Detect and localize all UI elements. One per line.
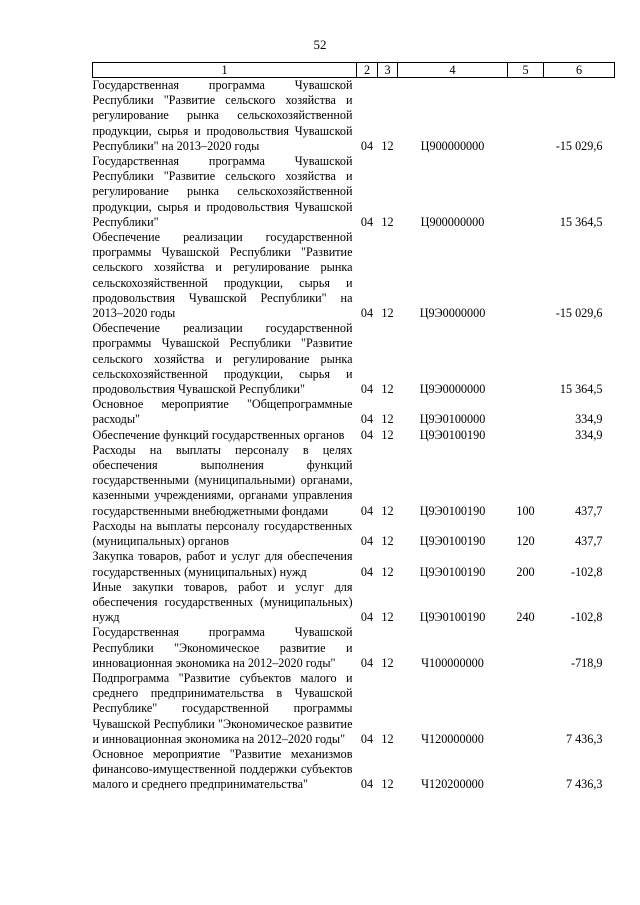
row-cell-c5: [508, 428, 544, 443]
row-cell-c4: Ц900000000: [420, 138, 485, 153]
row-cell-c4: Ц9Э0100190: [419, 427, 486, 442]
row-cell-c3: 12: [381, 427, 394, 442]
row-cell-c6: -15 029,6: [555, 138, 603, 153]
row-cell-c6: 437,7: [575, 534, 603, 549]
row-name-cell: Государственная программа Чувашской Республики "Экономическое развитие и инновационная экономика на 2012–2020 годы": [92, 625, 353, 670]
row-cell-c2: 04: [360, 564, 374, 579]
row-cell-c4: Ц9Э0100190: [419, 564, 486, 579]
table-row: [93, 549, 615, 579]
row-cell-c6: -15 029,6: [555, 306, 603, 321]
table-row: [93, 78, 615, 155]
table-row: [93, 154, 615, 230]
row-cell-c6: 334,9: [575, 412, 603, 427]
column-header: 6: [544, 63, 615, 78]
row-cell-c2: 04: [360, 655, 374, 670]
row-cell-c4: Ч120000000: [421, 731, 484, 746]
row-cell-c2: 04: [360, 610, 374, 625]
row-cell-c2: 04: [360, 306, 374, 321]
row-cell-c5: [508, 230, 544, 321]
row-cell-c2: 04: [360, 534, 374, 549]
row-cell-c2: 04: [360, 214, 374, 229]
row-cell-c6: -102,8: [571, 610, 603, 625]
row-cell-c5: [508, 78, 544, 155]
table-row: [93, 443, 615, 519]
row-cell-c4: Ц9Э0100190: [419, 534, 486, 549]
row-name-cell: Основное мероприятие "Развитие механизмов финансово-имущественной поддержки субъектов малого и среднего предпринимательства": [92, 746, 353, 792]
row-cell-c4: Ч100000000: [421, 655, 484, 670]
row-cell-c6: 7 436,3: [565, 731, 603, 746]
table-row: [93, 230, 615, 321]
row-cell-c6: -718,9: [571, 655, 603, 670]
row-cell-c6: -102,8: [571, 564, 603, 579]
row-cell-c3: 12: [381, 306, 394, 321]
row-cell-c4: Ц9Э0000000: [419, 382, 486, 397]
row-cell-c5: 200: [516, 564, 535, 579]
row-cell-c5: [508, 625, 544, 671]
row-cell-c2: 04: [360, 427, 374, 442]
row-cell-c4: Ц9Э0100000: [419, 412, 486, 427]
column-header: 2: [357, 63, 378, 78]
row-name-cell: Государственная программа Чувашской Республики "Развитие сельского хозяйства и регулирование рынка сельскохозяйственной продукции, сырья и продовольствия Чувашской Республики": [92, 154, 353, 229]
row-name-cell: Обеспечение реализации государственной программы Чувашской Республики "Развитие сельского хозяйства и регулирование рынка сельскохозяйственной продукции, сырья и продовольствия Чувашской Республики": [92, 321, 353, 397]
row-cell-c5: [508, 747, 544, 793]
row-cell-c3: 12: [381, 777, 394, 792]
row-name-cell: Иные закупки товаров, работ и услуг для обеспечения государственных (муниципальных) нужд: [92, 579, 353, 625]
row-cell-c3: 12: [381, 534, 394, 549]
row-name-cell: Расходы на выплаты персоналу государственных (муниципальных) органов: [92, 518, 353, 549]
row-cell-c5: 240: [516, 610, 535, 625]
page-number: 52: [313, 37, 327, 52]
row-cell-c3: 12: [381, 731, 394, 746]
row-cell-c3: 12: [381, 655, 394, 670]
table-row: [93, 321, 615, 397]
row-cell-c5: [508, 671, 544, 747]
row-cell-c6: 7 436,3: [565, 777, 603, 792]
row-cell-c2: 04: [360, 503, 374, 518]
row-cell-c3: 12: [381, 382, 394, 397]
row-cell-c3: 12: [381, 412, 394, 427]
row-cell-c2: 04: [360, 731, 374, 746]
row-cell-c6: 15 364,5: [559, 382, 603, 397]
column-header-row: [93, 63, 615, 78]
row-cell-c3: 12: [381, 564, 394, 579]
row-name-cell: Закупка товаров, работ и услуг для обеспечения государственных (муниципальных) нужд: [92, 549, 353, 579]
table-row: [93, 397, 615, 427]
row-cell-c5: [508, 397, 544, 427]
table-row: [93, 580, 615, 626]
table-row: [93, 519, 615, 549]
row-cell-c4: Ц9Э0000000: [419, 306, 486, 321]
column-header: 4: [398, 63, 508, 78]
row-cell-c3: 12: [381, 138, 394, 153]
row-cell-c4: Ц9Э0100190: [419, 503, 486, 518]
row-cell-c3: 12: [381, 503, 394, 518]
row-cell-c2: 04: [360, 777, 374, 792]
row-name-cell: Основное мероприятие "Общепрограммные расходы": [92, 397, 353, 427]
row-cell-c5: [508, 154, 544, 230]
row-name-cell: Обеспечение функций государственных органов: [92, 427, 345, 442]
row-cell-c5: 100: [516, 503, 535, 518]
row-cell-c6: 15 364,5: [559, 214, 603, 229]
row-cell-c2: 04: [360, 382, 374, 397]
table-row: [93, 625, 615, 671]
budget-table: [92, 62, 615, 793]
table-row: [93, 428, 615, 443]
row-cell-c2: 04: [360, 412, 374, 427]
row-cell-c5: [508, 321, 544, 397]
row-cell-c6: 437,7: [575, 503, 603, 518]
row-cell-c5: 120: [516, 534, 535, 549]
row-cell-c3: 12: [381, 214, 394, 229]
row-cell-c4: Ц9Э0100190: [419, 610, 486, 625]
row-name-cell: Расходы на выплаты персоналу в целях обеспечения выполнения функций государственными (муниципальными) органами, казенными учреждениями, органами управления государственными внебюджетными фондами: [92, 442, 353, 518]
row-cell-c4: Ч120200000: [421, 777, 484, 792]
row-name-cell: Обеспечение реализации государственной программы Чувашской Республики "Развитие сельского хозяйства и регулирование рынка сельскохозяйственной продукции, сырья и продовольствия Чувашской Республики" на 2013–2020 годы: [92, 230, 353, 321]
table-row: [93, 671, 615, 747]
row-name-cell: Государственная программа Чувашской Республики "Развитие сельского хозяйства и регулирование рынка сельскохозяйственной продукции, сырья и продовольствия Чувашской Республики" на 2013–2020 годы: [92, 78, 353, 153]
row-cell-c2: 04: [360, 138, 374, 153]
row-name-cell: Подпрограмма "Развитие субъектов малого и среднего предпринимательства в Чувашской Республике" государственной программы Чувашской Республики "Экономическое развитие и инновационная экономика на 2012–2020 годы": [92, 670, 353, 746]
row-cell-c3: 12: [381, 610, 394, 625]
row-cell-c6: 334,9: [575, 427, 603, 442]
column-header: 1: [93, 63, 357, 78]
column-header: 3: [378, 63, 398, 78]
table-row: [93, 747, 615, 793]
column-header: 5: [508, 63, 544, 78]
row-cell-c4: Ц900000000: [420, 214, 485, 229]
